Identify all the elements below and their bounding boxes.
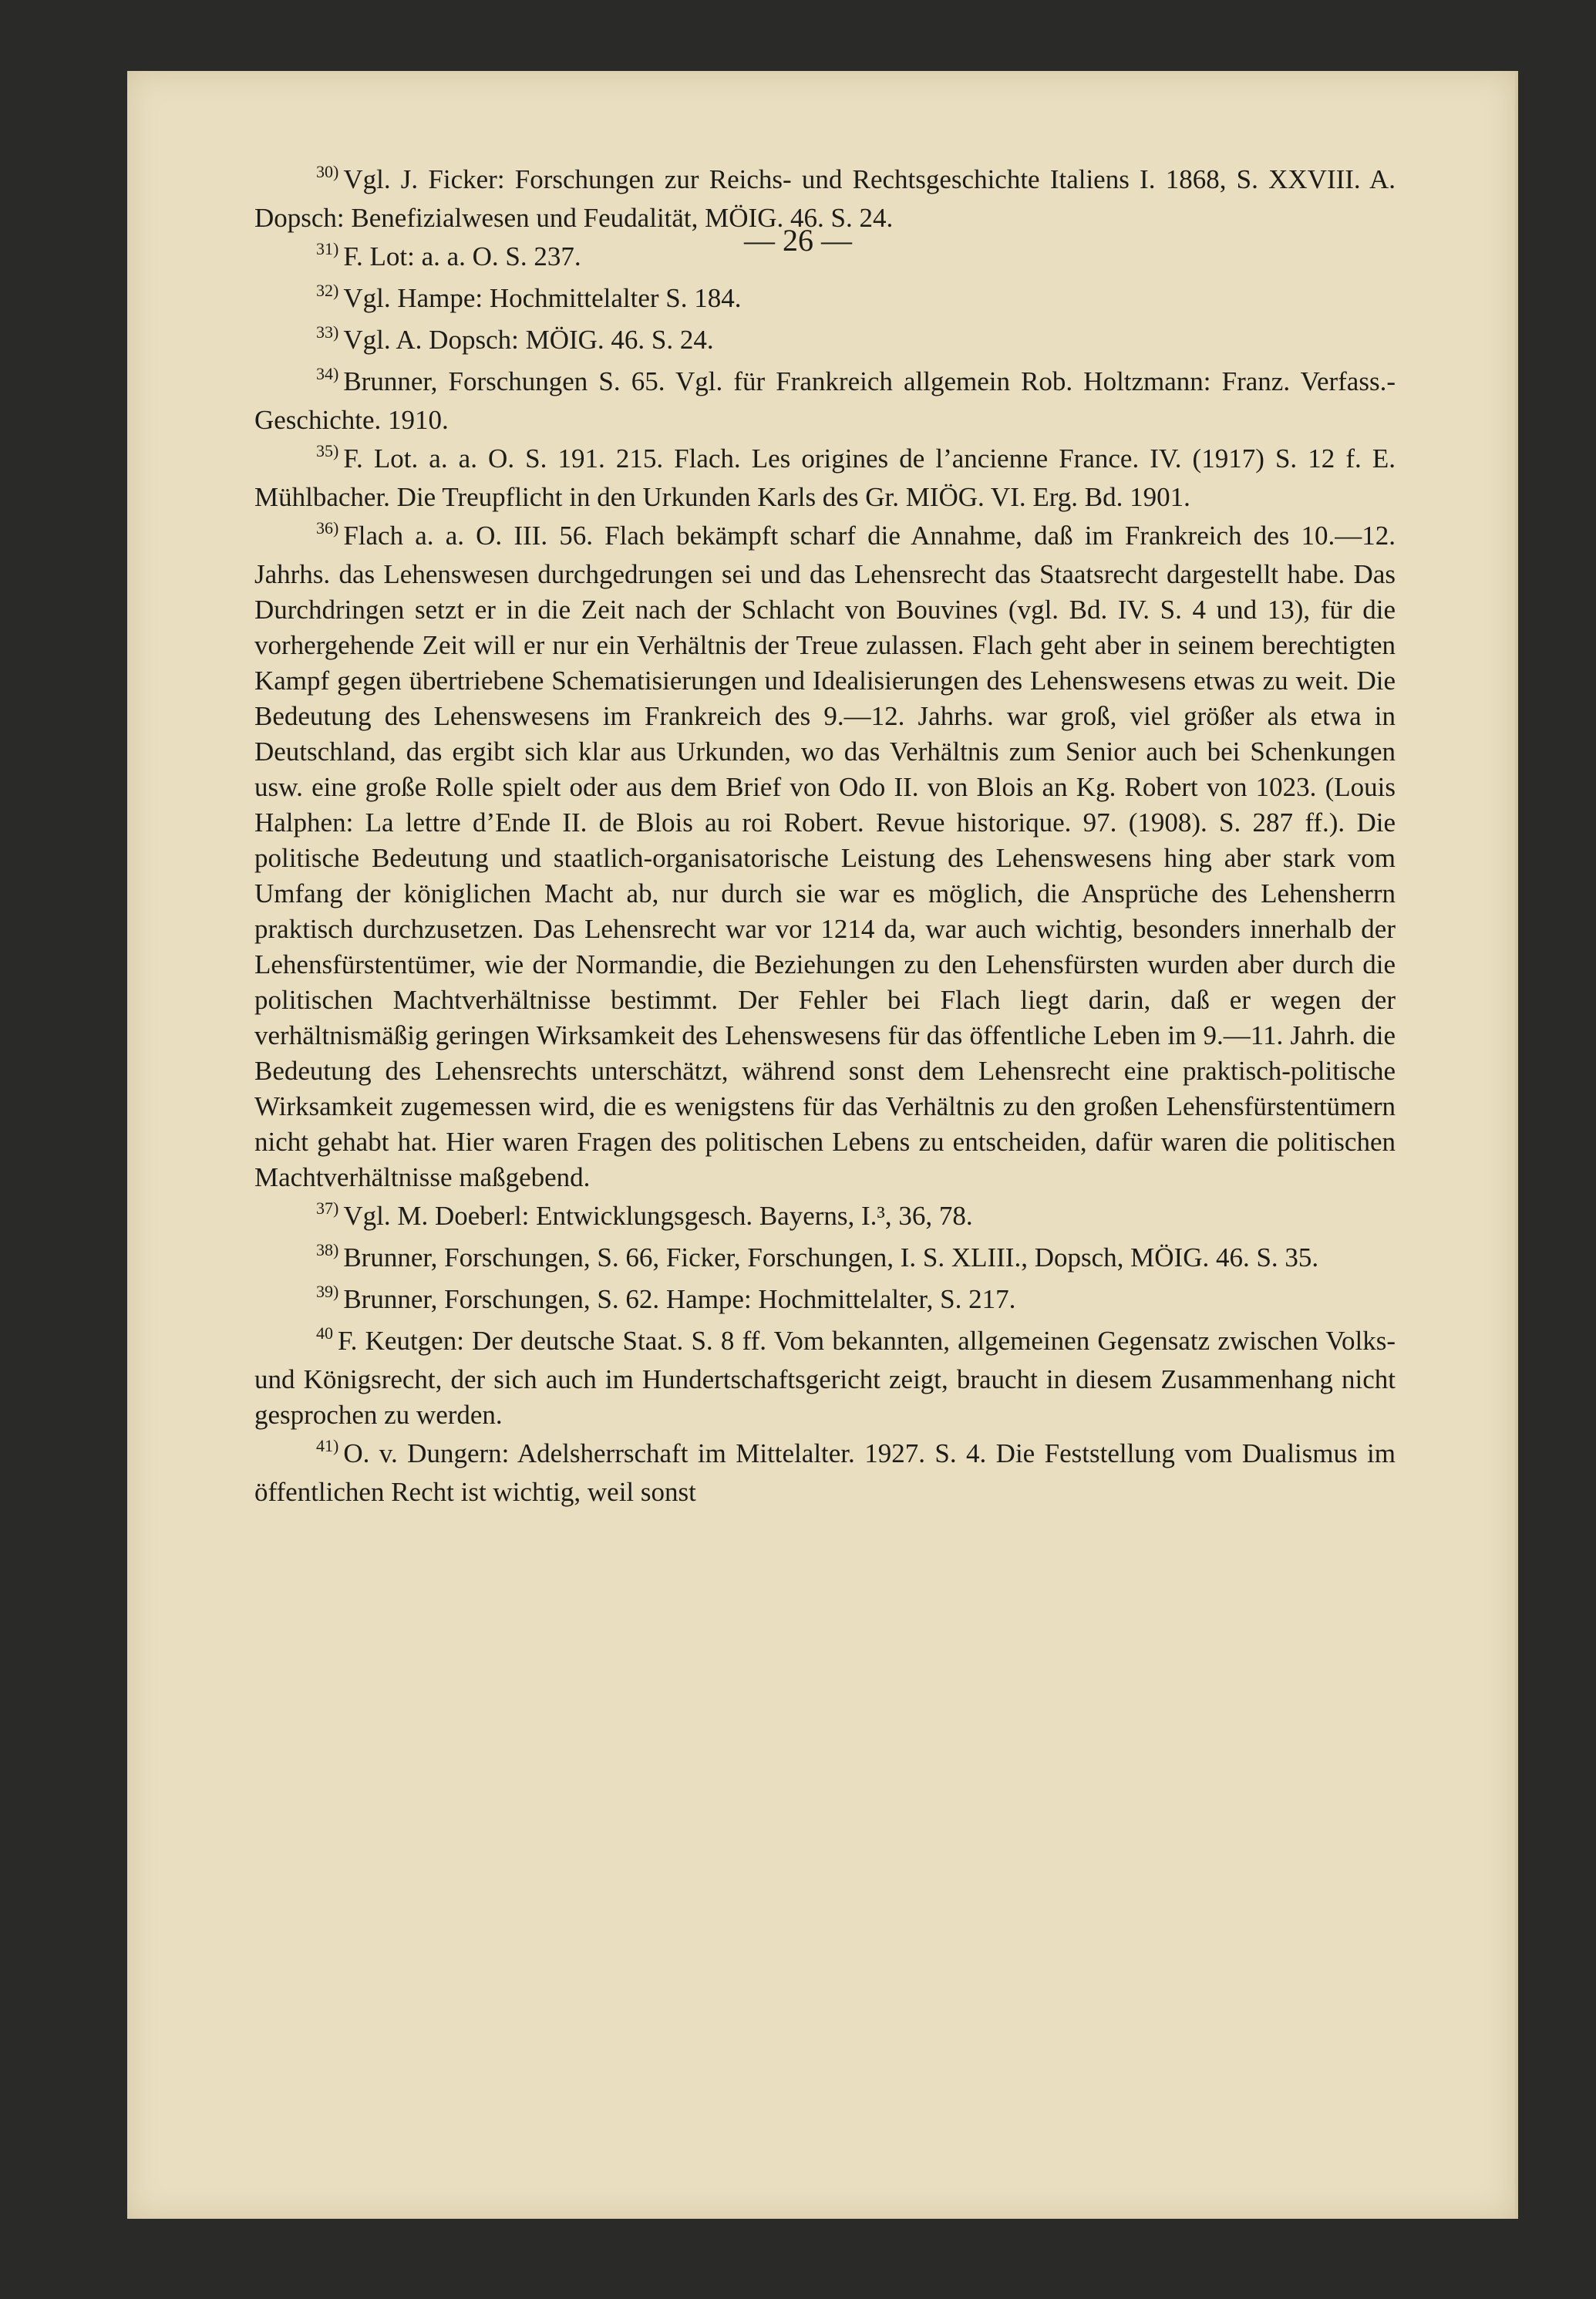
footnote-text: Brunner, Forschungen, S. 66, Ficker, Forschungen, I. S. XLIII., Dopsch, MÖIG. 46. S. 35.: [343, 1242, 1319, 1273]
footnote-30: [254, 162, 1396, 236]
footnote-38: [254, 1240, 1396, 1279]
page-number: — 26 —: [744, 223, 852, 258]
footnote-text: Flach a. a. O. III. 56. Flach bekämpft scharf die Annahme, daß im Frankreich des 10.—12. Jahrhs. das Lehenswesen durchgedrungen sei und das Lehensrecht das Staatsrecht dargestellt habe. Das Durchdringen setzt er in die Zeit nach der Schlacht von Bouvines (vgl. Bd. IV. S. 4 und 13), für die vorhergehende Zeit will er nur ein Verhältnis der Treue zulassen. Flach geht aber in seinem berechtigten Kampf gegen übertriebene Schematisierungen und Idealisierungen des Lehenswesens etwas zu weit. Die Bedeutung des Lehenswesens im Frankreich des 9.—12. Jahrhs. war groß, viel größer als etwa in Deutschland, das ergibt sich klar aus Urkunden, wo das Verhältnis zum Senior auch bei Schenkungen usw. eine große Rolle spielt oder aus dem Brief von Odo II. von Blois an Kg. Robert von 1023. (Louis Halphen: La lettre d’Ende II. de Blois au roi Robert. Revue historique. 97. (1908). S. 287 ff.). Die politische Bedeutung und staatlich-organisatorische Leistung des Lehenswesens hing aber stark vom Umfang der königlichen Macht ab, nur durch sie war es möglich, die Ansprüche des Lehensherrn praktisch durchzusetzen. Das Lehensrecht war vor 1214 da, war auch wichtig, besonders innerhalb der Lehensfürstentümer, wie der Normandie, die Beziehungen zu den Lehensfürsten wurden aber durch die politischen Machtverhältnisse bestimmt. Der Fehler bei Flach liegt darin, daß er wegen der verhältnismäßig geringen Wirksamkeit des Lehenswesens für das öffentliche Leben im 9.—11. Jahrh. die Bedeutung des Lehensrechts unterschätzt, während sonst dem Lehensrecht eine praktisch-politische Wirksamkeit zugemessen wird, die es wenigstens für das Verhältnis zu den großen Lehensfürstentümern nicht gehabt hat. Hier waren Fragen des politischen Lebens zu entscheiden, dafür waren die politischen Machtverhältnisse maßgebend.: [254, 521, 1396, 1192]
footnote-text: Vgl. Hampe: Hochmittelalter S. 184.: [343, 283, 742, 313]
footnote-number: 35): [316, 441, 339, 460]
footnote-number: 30): [316, 162, 339, 181]
footnote-36: [254, 518, 1396, 1195]
footnote-text: Vgl. M. Doeberl: Entwicklungsgesch. Bayerns, I.³, 36, 78.: [343, 1201, 973, 1231]
footnote-number: 33): [316, 322, 339, 342]
footnote-40: [254, 1323, 1396, 1433]
footnote-text: O. v. Dungern: Adelsherrschaft im Mittelalter. 1927. S. 4. Die Feststellung vom Dualismus im öffentlichen Recht ist wichtig, weil sonst: [254, 1438, 1396, 1507]
footnote-number: 38): [316, 1240, 339, 1259]
footnote-41: [254, 1436, 1396, 1510]
footnote-text: F. Keutgen: Der deutsche Staat. S. 8 ff. Vom bekannten, allgemeinen Gegensatz zwischen Volks- und Königsrecht, der sich auch im Hundertschaftsgericht zeigt, braucht in diesem Zusammenhang nicht gesprochen zu werden.: [254, 1326, 1396, 1430]
footnote-31: [254, 239, 1396, 278]
footnotes-block: [254, 162, 1396, 1513]
footnote-text: Brunner, Forschungen, S. 62. Hampe: Hochmittelalter, S. 217.: [343, 1284, 1016, 1314]
footnote-number: 31): [316, 239, 339, 258]
footnote-text: Brunner, Forschungen S. 65. Vgl. für Frankreich allgemein Rob. Holtzmann: Franz. Verfass.-Geschichte. 1910.: [254, 366, 1396, 435]
footnote-32: [254, 281, 1396, 319]
footnote-text: Vgl. J. Ficker: Forschungen zur Reichs- und Rechtsgeschichte Italiens I. 1868, S. XXVIII. A. Dopsch: Benefizialwesen und Feudalität, MÖIG. 46. S. 24.: [254, 164, 1396, 233]
footnote-number: 37): [316, 1198, 339, 1218]
footnote-number: 34): [316, 364, 339, 383]
footnote-39: [254, 1282, 1396, 1320]
footnote-number: 41): [316, 1436, 339, 1455]
footnote-text: F. Lot. a. a. O. S. 191. 215. Flach. Les origines de l’ancienne France. IV. (1917) S. 12 f. E. Mühlbacher. Die Treupflicht in den Urkunden Karls des Gr. MIÖG. VI. Erg. Bd. 1901.: [254, 443, 1396, 512]
footnote-34: [254, 364, 1396, 438]
footnote-number: 39): [316, 1282, 339, 1301]
footnote-37: [254, 1198, 1396, 1237]
footnote-33: [254, 322, 1396, 361]
footnote-number: 32): [316, 281, 339, 300]
footnote-number: 36): [316, 518, 339, 538]
footnote-number: 40: [316, 1323, 333, 1343]
footnote-35: [254, 441, 1396, 515]
footnote-text: Vgl. A. Dopsch: MÖIG. 46. S. 24.: [343, 325, 714, 355]
footnote-text: F. Lot: a. a. O. S. 237.: [343, 241, 581, 271]
